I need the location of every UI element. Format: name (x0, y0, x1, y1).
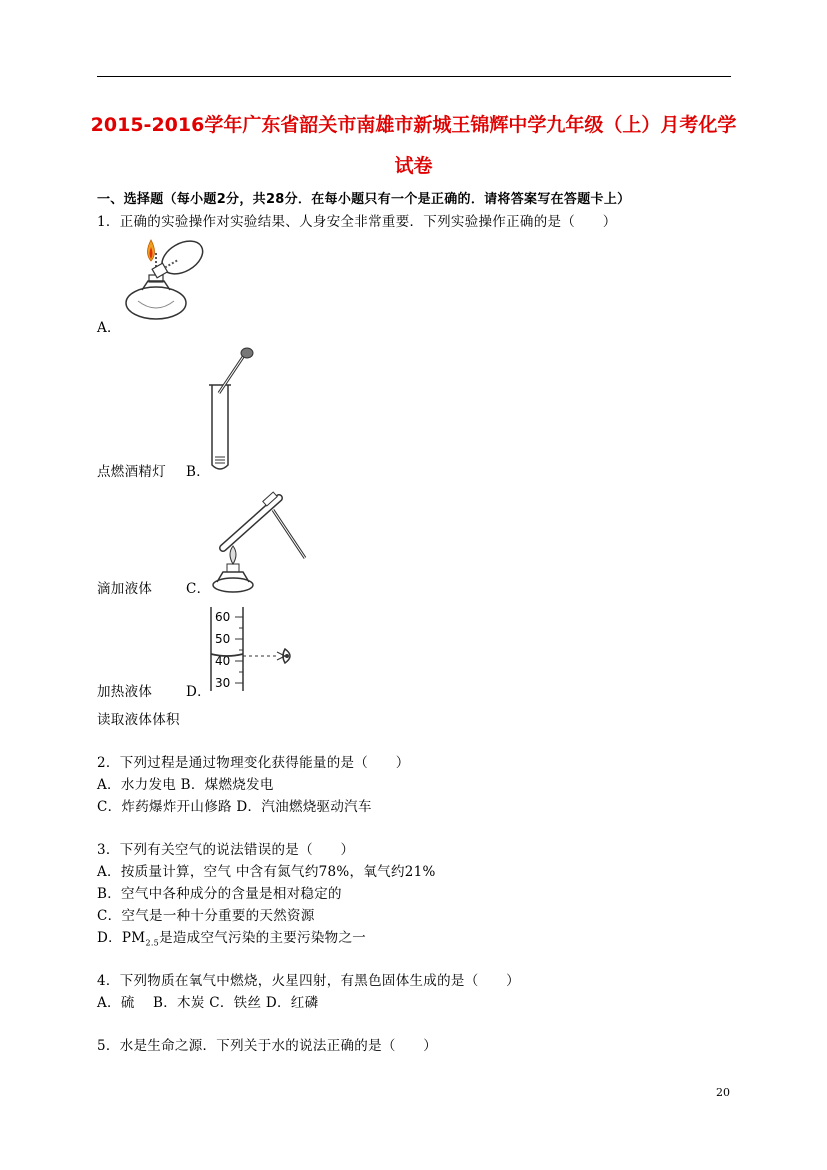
page-title-line1: 2015-2016学年广东省韶关市南雄市新城王锦辉中学九年级（上）月考化学 (90, 114, 737, 136)
page-number: 20 (716, 1086, 730, 1099)
page-title-line2: 试卷 (394, 155, 433, 177)
alcohol-lamp-figure (118, 235, 213, 330)
question-5-stem: 5．水是生命之源．下列关于水的说法正确的是（ ） (97, 1038, 438, 1054)
measuring-cylinder-figure (205, 605, 300, 695)
section-heading: 一、选择题（每小题2分，共28分．在每小题只有一个是正确的．请将答案写在答题卡上） (97, 192, 631, 207)
heating-test-tube-figure (205, 490, 315, 595)
dropper-test-tube-figure (205, 345, 265, 475)
option-b-label: B． (186, 464, 211, 480)
cylinder-tick-40: 40 (215, 654, 231, 668)
question-4-stem: 4．下列物质在氧气中燃烧，火星四射，有黑色固体生成的是（ ） (97, 973, 520, 989)
question-4-options: A．硫 B．木炭 C．铁丝 D．红磷 (97, 995, 319, 1011)
question-3-option-c: C．空气是一种十分重要的天然资源 (97, 908, 315, 924)
question-2-options-line1: A．水力发电 B．煤燃烧发电 (97, 777, 274, 793)
question-3-stem: 3．下列有关空气的说法错误的是（ ） (97, 842, 355, 858)
question-2-stem: 2．下列过程是通过物理变化获得能量的是（ ） (97, 755, 410, 771)
option-d-caption: 读取液体体积 (97, 712, 180, 728)
header-rule (97, 76, 731, 77)
question-3-option-a: A．按质量计算，空气 中含有氮气约78%，氧气约21% (97, 864, 436, 880)
question-3-option-b: B．空气中各种成分的含量是相对稳定的 (97, 886, 342, 902)
cylinder-tick-50: 50 (215, 632, 231, 646)
option-d-label: D． (186, 684, 211, 700)
cylinder-tick-60: 60 (215, 610, 231, 624)
option-a-caption: 点燃酒精灯 (97, 464, 166, 480)
option-a-label: A． (97, 320, 121, 336)
question-2-options-line2: C．炸药爆炸开山修路 D．汽油燃烧驱动汽车 (97, 799, 372, 815)
option-c-label: C． (186, 581, 211, 597)
cylinder-tick-30: 30 (215, 676, 231, 690)
option-c-caption: 加热液体 (97, 684, 153, 700)
question-1-stem: 1．正确的实验操作对实验结果、人身安全非常重要．下列实验操作正确的是（ ） (97, 214, 617, 230)
question-3-option-d: D．$PM_{2.5}$是造成空气污染的主要污染物之一 (97, 930, 367, 948)
option-b-caption: 滴加液体 (97, 581, 153, 597)
